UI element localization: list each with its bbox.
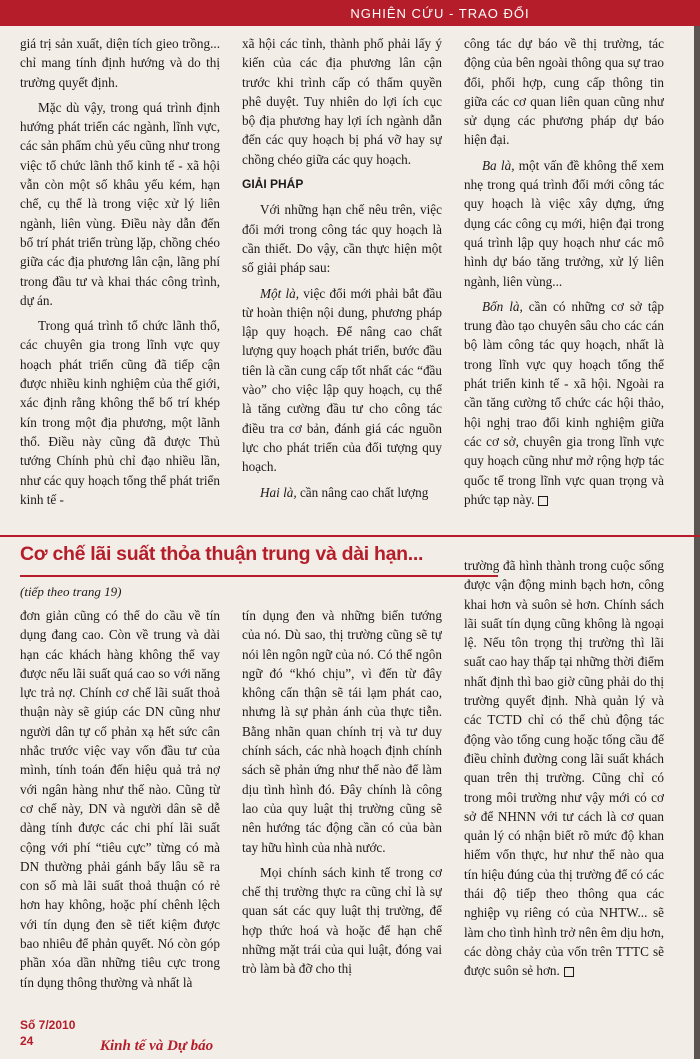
article2-column-3 [464, 556, 664, 1014]
magazine-name: Kinh tế và Dự báo [100, 1038, 214, 1054]
paragraph [464, 156, 664, 291]
square-end-mark-icon [564, 967, 574, 977]
paragraph-lead: Ba là, [482, 157, 515, 173]
paragraph: công tác dự báo về thị trường, tác động của bên ngoài thông qua sự trao đổi, phối hợp, cung cấp thông tin giữa các cơ quan liên quan cũng như sử dụng các phương pháp dự báo hiện đại. [464, 36, 664, 148]
paragraph: Mặc dù vậy, trong quá trình định hướng phát triển các ngành, lĩnh vực, các sản phẩm chủ yếu cũng như trong việc tổ chức lãnh thổ kinh tế - xã hội vẫn còn một số khâu yếu kém, hạn chế, cụ thể là trong việc xử lý liên ngành, liên vùng. Điều này dẫn đến bố trí phát triển trùng lặp, chồng chéo giữa các địa phương lân cận, lãng phí trong đầu tư và khai thác công trình, dự án. [20, 99, 220, 308]
page-footer [20, 1018, 214, 1054]
section-header [0, 0, 700, 26]
article-title: Cơ chế lãi suất thỏa thuận trung và dài hạn... [20, 543, 424, 565]
paragraph-text: một vấn đề không thể xem nhẹ trong quá trình đổi mới công tác quy hoạch là việc xây dựng, ứng dụng các công cụ mới, hiện đại trong quá trình lập quy hoạch như các mô hình dự báo tăng trưởng, xử lý liên ngành, liên vùng... [464, 157, 664, 289]
paragraph: Mọi chính sách kinh tế trong cơ chế thị trường thực ra cũng chỉ là sự quan sát các quy luật thị trường, để hợp thức hoá và hoặc để hạn chế những mặt trái của qui luật, đóng vai trò làm bà đỡ cho thị [242, 864, 442, 977]
paragraph-text: trường đã hình thành trong cuộc sống được vận động minh bạch hơn, công khai hơn và suôn sẻ hơn. Chính sách lãi suất tín dụng cũng không là ngoại lệ. Nếu tôn trọng thị trường thì lãi suất cao hay thấp tại những thời điểm nhất định thì bao giờ cũng phải do thị trường quyết định. Nhà quản lý và các TCTD chỉ có thể chủ động tác động vào tổng cung hoặc tổng cầu để điều chỉnh đường cong lãi suất khách quan trên thị trường. Cũng chỉ có trong môi trường như vậy mới có cơ sở để NHNN với tư cách là cơ quan quản lý có nhận biết rõ mức độ khan hiếm vốn thực, hư như thế nào qua tín hiệu đúng của thị trường để có các thái độ tiếp theo thông qua các nghiệp vụ riêng có của NHTW... sẽ làm cho tình hình trở nên êm dịu hơn, các dòng chảy của vốn trên TTTC sẽ được suôn sẻ hơn. [464, 558, 664, 979]
paragraph-lead: Bốn là, [482, 298, 523, 314]
square-end-mark-icon [538, 496, 548, 506]
paragraph [242, 483, 442, 502]
top-article [20, 34, 664, 529]
section-title: NGHIÊN CỨU - TRAO ĐỔI [350, 5, 530, 21]
top-column-1 [20, 34, 220, 529]
issue-number: Số 7/2010 [20, 1018, 76, 1032]
top-column-2 [242, 34, 442, 529]
paragraph-text: cần nâng cao chất lượng [296, 484, 429, 500]
paragraph-lead: Hai là, [260, 484, 297, 500]
article-divider [0, 535, 700, 537]
paragraph: Trong quá trình tổ chức lãnh thổ, các chuyên gia trong lĩnh vực quy hoạch phát triển cũng đã tiếp cận được nhiều kinh nghiệm của thế giới, xác định rằng không thể bố trí khép kín trong một địa phương, một lãnh thổ. Điều này cũng đã được Thủ tướng Chính phủ chỉ đạo nhiều lần, như các quy hoạch tổng thể phát triển kinh tế - [20, 318, 220, 507]
section-heading: GIẢI PHÁP [242, 177, 304, 192]
article2-column-2 [242, 606, 442, 1014]
paragraph: đơn giản cũng có thể do cầu về tín dụng đang cao. Còn về trung và dài hạn các khách hàng không thể vay được nếu lãi suất quá cao so với năng lực trả nợ. Chính cơ chế lãi suất thoả thuận này sẽ giúp các DN cũng như người dân tự cố phản xạ hết sức cân nhắc trước việc vay vốn đầu tư của mình, tính toán đến hiệu quả trả nợ với ngân hàng như thế nào. Cũng từ cơ chế này, DN và người dân sẽ dễ dàng tính được các chi phí lãi suất cộng với phí “tiêu cực” từng có mà DN thường phải gánh bấy lâu sẽ ra con số mà lãi suất thoả thuận có rẻ hơn hay không, hoặc phí chênh lệch với tín dụng đen sẽ tiết kiệm được bao nhiêu để phản quyết. Nó còn góp phần xóa dần những tiêu cực trong tín dụng thông thường và nhất là [20, 608, 220, 990]
paragraph: giá trị sản xuất, diện tích gieo trồng... chỉ mang tính định hướng và do thị trường quyết định. [20, 36, 220, 90]
paragraph [464, 556, 664, 981]
paragraph-lead: Một là, [260, 285, 300, 301]
article2-column-1 [20, 606, 220, 1014]
paragraph [242, 284, 442, 477]
page-spine-shadow [694, 26, 700, 1059]
paragraph: Với những hạn chế nêu trên, việc đổi mới trong công tác quy hoạch là cần thiết. Do vậy, cần thực hiện một số giải pháp sau: [242, 202, 442, 276]
title-underline [20, 575, 498, 577]
page-number: 24 [20, 1034, 34, 1048]
top-column-3 [464, 34, 664, 529]
paragraph: tín dụng đen và những biến tướng của nó. Dù sao, thị trường cũng sẽ tự nói lên ngôn ngữ của nó. Có thể ngôn ngữ đó “khó chịu”, vì đến từ đây không cẩn thận sẽ tái lạm phát cao, nhưng là sự phản ánh của thực tiễn. Bằng nhãn quan chính trị và tư duy chính sách, các nhà hoạch định chính sách sẽ phản ứng như thế nào để làm dịu tình hình đó. Đây chính là công lao của quy luật thị trường cũng sẽ nên hướng tác động cần có của bàn tay hữu hình của nhà nước. [242, 608, 442, 855]
continued-note: (tiếp theo trang 19) [20, 584, 122, 599]
paragraph: xã hội các tỉnh, thành phố phải lấy ý kiến của các địa phương lân cận trước khi trình cấp có thẩm quyền phê duyệt. Tuy nhiên do lợi ích cục bộ địa phương hay lợi ích ngành dẫn đến các quy hoạch bị phá vỡ hay sự chồng chéo giữa các quy hoạch. [242, 36, 442, 167]
paragraph-text: cần có những cơ sở tập trung đào tạo chuyên sâu cho các cán bộ làm công tác quy hoạch, nhất là trong lĩnh vực quy hoạch tổng thể phát triển kinh tế - xã hội. Ngoài ra cần tăng cường tổ chức các hội thảo, hội nghị trao đổi kinh nghiệm giữa các cơ sở, chuyên gia trong lĩnh vực quy hoạch cũng như mở rộng hợp tác quốc tế trong lĩnh vực quan trọng và phức tạp này. [464, 298, 664, 507]
paragraph [464, 297, 664, 509]
paragraph-text: việc đổi mới phải bắt đầu từ hoàn thiện nội dung, phương pháp lập quy hoạch. Để nâng cao chất lượng quy hoạch phát triển, bước đầu tiên là cần cung cấp tốt nhất các “đầu vào” cho việc lập quy hoạch, cụ thể là tăng cường đầu tư cho công tác điều tra cơ bản, đánh giá các nguồn lực cho phát triển của đối tượng quy hoạch. [242, 285, 442, 475]
